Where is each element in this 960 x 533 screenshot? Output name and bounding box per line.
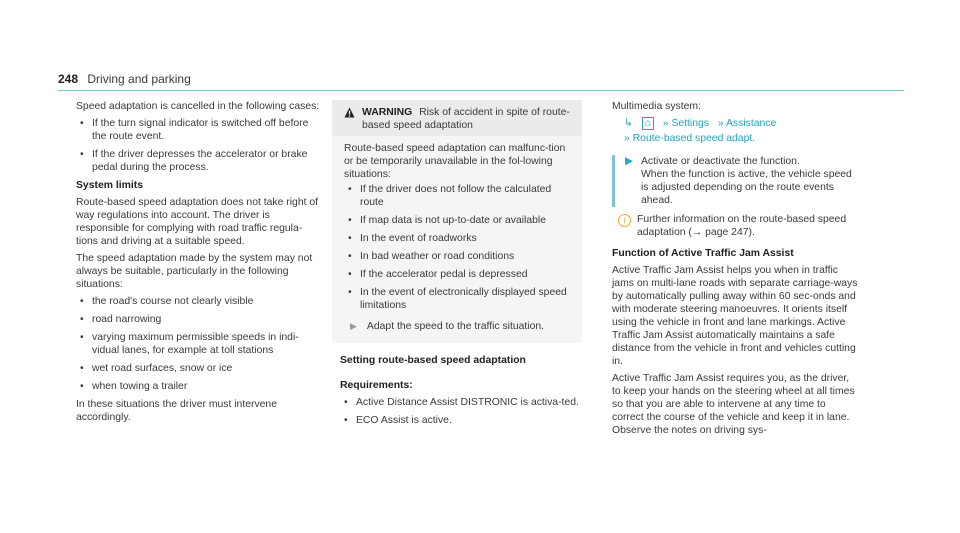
multimedia-label: Multimedia system: bbox=[612, 101, 701, 112]
section-title: Driving and parking bbox=[87, 72, 191, 86]
nav-route: Route-based speed adapt. bbox=[632, 133, 756, 144]
limits-text: Route-based speed adaptation does not take right of way regulations into account. The driver is responsible for complying with road traffic regula-tions and driving at a suitable speed. bbox=[76, 197, 319, 247]
list-item: • If map data is not up-to-date or available bbox=[344, 214, 574, 227]
warning-body bbox=[332, 136, 582, 343]
page-number: 248 bbox=[58, 72, 79, 86]
list-item: • varying maximum permissible speeds in indi-vidual lanes, for example at toll stations bbox=[76, 331, 322, 357]
tja-text-2: Active Traffic Jam Assist requires you, as the driver, to keep your hands on the steering wheel at all times so that you are able to intervene at any time to correct the course of the vehicle and keep it in lane. Observe the notes on driving sys- bbox=[612, 373, 855, 436]
step-detail: When the function is active, the vehicle speed is adjusted depending on the route events ahead. bbox=[641, 169, 852, 206]
info-note bbox=[612, 213, 860, 239]
nav-assistance: Assistance bbox=[726, 118, 777, 129]
list-item: • the road's course not clearly visible bbox=[76, 295, 322, 308]
list-item: • If the driver does not follow the calculated route bbox=[344, 183, 574, 209]
list-item: • when towing a trailer bbox=[76, 380, 322, 393]
nav-path-2 bbox=[612, 132, 860, 145]
warning-header bbox=[332, 100, 582, 136]
tja-heading: Function of Active Traffic Jam Assist bbox=[612, 248, 794, 259]
system-limits-heading: System limits bbox=[76, 180, 143, 191]
return-arrow-icon: ↳ bbox=[624, 118, 633, 129]
list-item: • Active Distance Assist DISTRONIC is activa-ted. bbox=[340, 396, 580, 409]
list-item: • If the turn signal indicator is switched off before the route event. bbox=[76, 117, 322, 143]
setting-heading: Setting route-based speed adaptation bbox=[340, 355, 526, 366]
requirements-heading: Requirements: bbox=[340, 380, 413, 391]
info-icon: i bbox=[618, 214, 631, 227]
action-arrow-icon: ▶ bbox=[350, 321, 357, 331]
column-middle-lower bbox=[340, 354, 580, 432]
warning-action bbox=[344, 320, 574, 333]
intro-text: Speed adaptation is cancelled in the following cases: bbox=[76, 101, 320, 112]
warning-list bbox=[344, 183, 574, 312]
warning-triangle-icon bbox=[344, 107, 355, 118]
requirements-list bbox=[340, 396, 580, 427]
list-item: • In bad weather or road conditions bbox=[344, 250, 574, 263]
chevron-right-icon: » bbox=[717, 118, 724, 129]
action-text: Adapt the speed to the traffic situation. bbox=[366, 321, 545, 332]
info-text: Further information on the route-based speed adaptation (→ page 247). bbox=[637, 214, 847, 238]
cancel-list bbox=[76, 117, 322, 174]
column-left bbox=[76, 100, 322, 428]
situations-list bbox=[76, 295, 322, 393]
list-item: • In the event of electronically displayed speed limitations bbox=[344, 286, 574, 312]
list-item: • ECO Assist is active. bbox=[340, 414, 580, 427]
warning-title: Risk of accident in spite of route-based speed adaptation bbox=[362, 107, 570, 131]
warning-text: Route-based speed adaptation can malfunc-tion or be temporarily unavailable in the fol-lowing situations: bbox=[344, 143, 566, 180]
action-step bbox=[612, 155, 860, 207]
step-text: Activate or deactivate the function. bbox=[641, 156, 800, 167]
list-item: • road narrowing bbox=[76, 313, 322, 326]
list-item: • wet road surfaces, snow or ice bbox=[76, 362, 322, 375]
list-item: • If the accelerator pedal is depressed bbox=[344, 268, 574, 281]
page-header bbox=[58, 72, 191, 86]
step-arrow-icon: ▶ bbox=[625, 156, 633, 167]
warning-label: WARNING bbox=[362, 107, 413, 118]
tja-text-1: Active Traffic Jam Assist helps you when in traffic jams on multi-lane roads with separate carriage-ways by automatically pulling away within 60 sec-onds and with moderate steering manoeuvres. It orients itself using the vehicle in front and lane markings. Active Traffic Jam Assist automatically maintains a safe distance from the vehicle in front and vehicles cutting in. bbox=[612, 265, 858, 367]
column-right bbox=[612, 100, 860, 441]
list-item: • If the driver depresses the accelerator or brake pedal during the process. bbox=[76, 148, 322, 174]
nav-path bbox=[612, 117, 860, 130]
header-divider bbox=[58, 90, 904, 91]
list-item: • In the event of roadworks bbox=[344, 232, 574, 245]
limits-text-2: The speed adaptation made by the system may not always be suitable, particularly in the following situations: bbox=[76, 253, 313, 290]
home-icon: ⌂ bbox=[642, 117, 654, 130]
chevron-right-icon: » bbox=[662, 118, 669, 129]
nav-settings: Settings bbox=[671, 118, 709, 129]
outro-text: In these situations the driver must intervene accordingly. bbox=[76, 399, 277, 423]
chevron-right-icon: » bbox=[624, 133, 630, 144]
warning-box bbox=[332, 100, 582, 343]
